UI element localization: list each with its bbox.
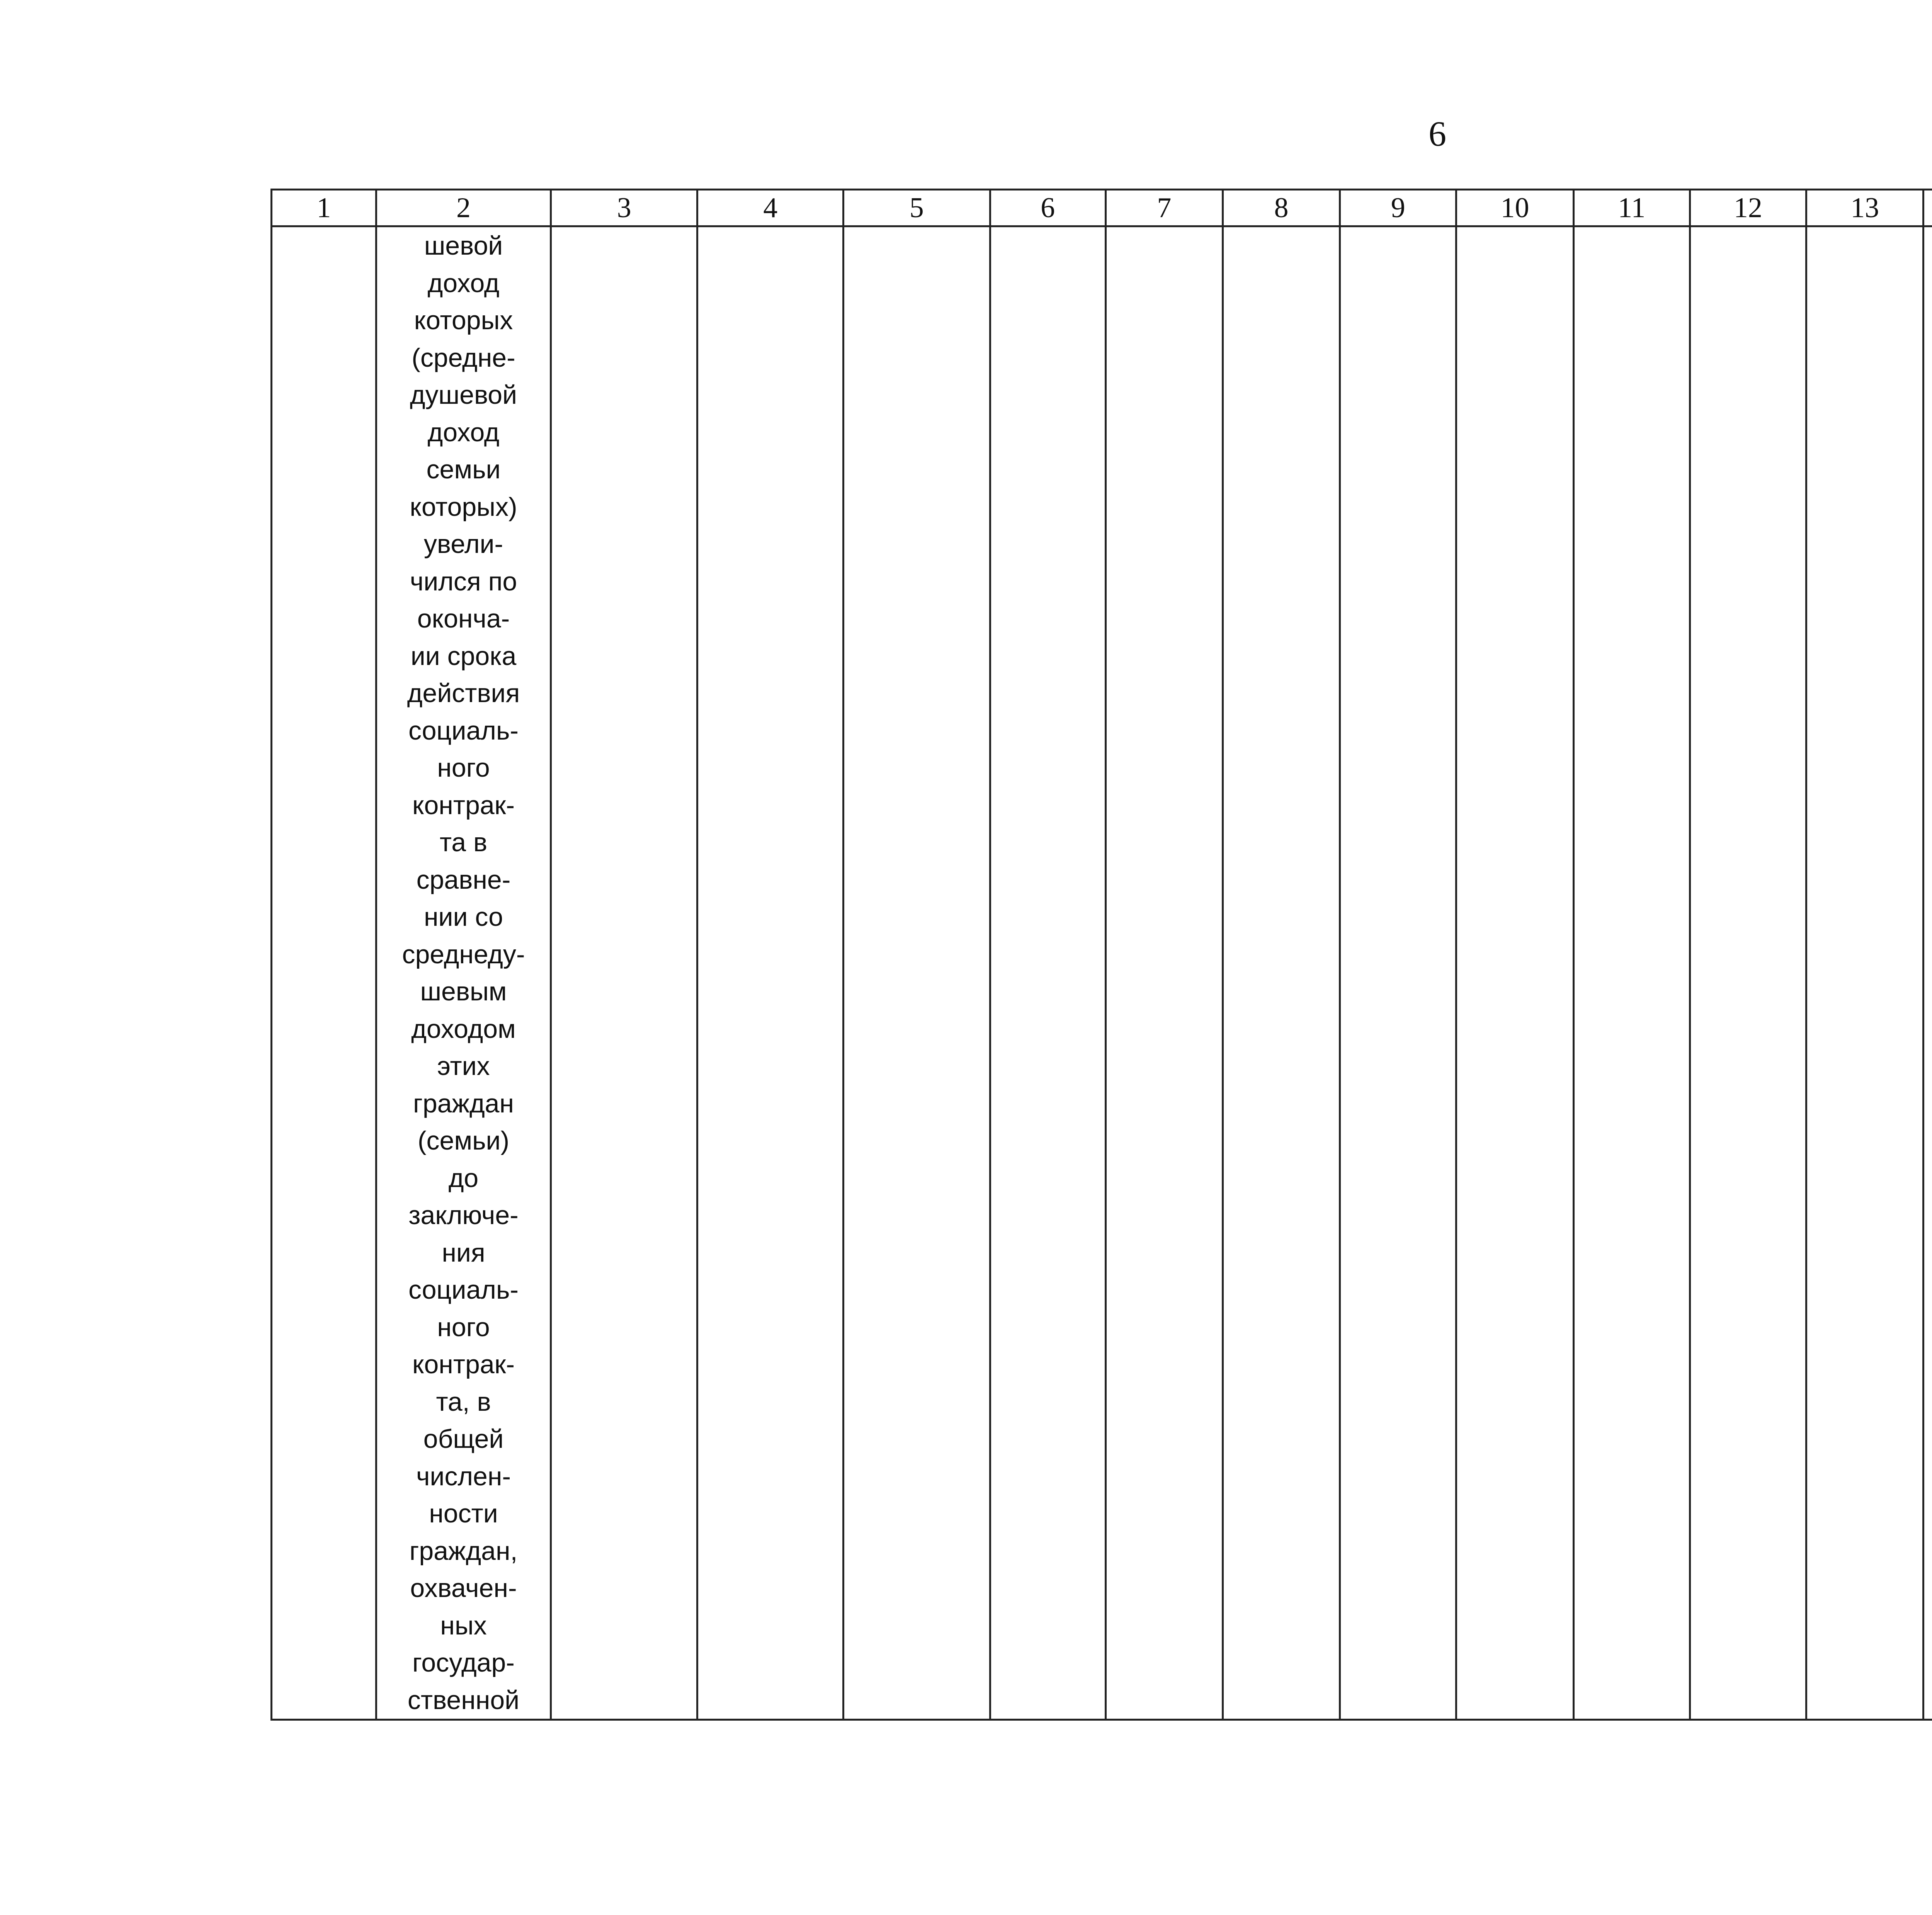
description-line: ного bbox=[437, 753, 490, 782]
column-header-13: 13 bbox=[1806, 190, 1923, 226]
description-line: доход bbox=[427, 268, 500, 298]
column-header-9: 9 bbox=[1340, 190, 1456, 226]
description-line: этих bbox=[437, 1051, 490, 1081]
column-header-2: 2 bbox=[376, 190, 551, 226]
cell-col-8 bbox=[1223, 226, 1340, 1720]
description-line: числен- bbox=[416, 1461, 511, 1491]
page-number: 6 bbox=[1429, 114, 1446, 153]
description-line: ственной bbox=[407, 1685, 520, 1715]
description-line: ния bbox=[442, 1238, 485, 1267]
column-header-6: 6 bbox=[990, 190, 1105, 226]
cell-col-12 bbox=[1690, 226, 1806, 1720]
column-header-4: 4 bbox=[697, 190, 844, 226]
column-header-10: 10 bbox=[1456, 190, 1573, 226]
description-line: оконча- bbox=[417, 604, 510, 633]
description-line: социаль- bbox=[408, 716, 519, 745]
description-line: увели- bbox=[423, 529, 503, 559]
cell-col-14 bbox=[1923, 226, 1932, 1720]
description-line: контрак- bbox=[412, 790, 515, 820]
description-line: душевой bbox=[410, 380, 517, 410]
description-line: ности bbox=[429, 1499, 498, 1528]
cell-col-10 bbox=[1456, 226, 1573, 1720]
cell-col-4 bbox=[697, 226, 844, 1720]
data-table bbox=[270, 189, 1932, 1721]
cell-col-13 bbox=[1806, 226, 1923, 1720]
description-line: та в bbox=[439, 828, 488, 857]
description-line: шевой bbox=[424, 231, 503, 260]
description-line: доход bbox=[427, 417, 500, 447]
description-line: ии срока bbox=[410, 641, 517, 671]
cell-col-5 bbox=[843, 226, 990, 1720]
description-line: ного bbox=[437, 1312, 490, 1342]
cell-col-1 bbox=[272, 226, 376, 1720]
description-line: которых) bbox=[410, 492, 517, 522]
description-line: до bbox=[448, 1163, 479, 1193]
column-header-8: 8 bbox=[1223, 190, 1340, 226]
cell-col-2-description bbox=[376, 226, 551, 1720]
description-line: та, в bbox=[436, 1387, 491, 1417]
description-line: социаль- bbox=[408, 1275, 519, 1304]
table-header-row bbox=[272, 190, 1932, 226]
description-line: чился по bbox=[410, 566, 517, 596]
description-line: граждан bbox=[413, 1088, 514, 1118]
column-header-14 bbox=[1923, 190, 1932, 226]
description-line: контрак- bbox=[412, 1350, 515, 1379]
description-line: среднеду- bbox=[402, 939, 525, 969]
description-line: доходом bbox=[411, 1014, 516, 1044]
column-header-1: 1 bbox=[272, 190, 376, 226]
description-line: семьи bbox=[426, 455, 501, 484]
description-line: ных bbox=[440, 1611, 487, 1640]
description-line: (средне- bbox=[412, 343, 515, 372]
description-line: действия bbox=[407, 679, 520, 708]
description-line: граждан, bbox=[409, 1536, 518, 1566]
column-header-12: 12 bbox=[1690, 190, 1806, 226]
description-line: государ- bbox=[412, 1648, 515, 1677]
description-line: заключе- bbox=[408, 1201, 519, 1230]
cell-col-3 bbox=[551, 226, 697, 1720]
cell-col-11 bbox=[1573, 226, 1690, 1720]
description-line: шевым bbox=[420, 977, 507, 1006]
description-line: которых bbox=[414, 306, 513, 335]
column-header-7: 7 bbox=[1105, 190, 1223, 226]
description-line: общей bbox=[423, 1424, 504, 1454]
cell-col-7 bbox=[1105, 226, 1223, 1720]
description-line: (семьи) bbox=[417, 1126, 510, 1155]
description-line: сравне- bbox=[416, 865, 511, 895]
description-line: нии со bbox=[424, 902, 503, 932]
cell-col-6 bbox=[990, 226, 1105, 1720]
column-header-3: 3 bbox=[551, 190, 697, 226]
description-line: охвачен- bbox=[410, 1573, 517, 1603]
table-row bbox=[272, 226, 1932, 1720]
column-header-11: 11 bbox=[1573, 190, 1690, 226]
column-header-5: 5 bbox=[843, 190, 990, 226]
cell-col-9 bbox=[1340, 226, 1456, 1720]
